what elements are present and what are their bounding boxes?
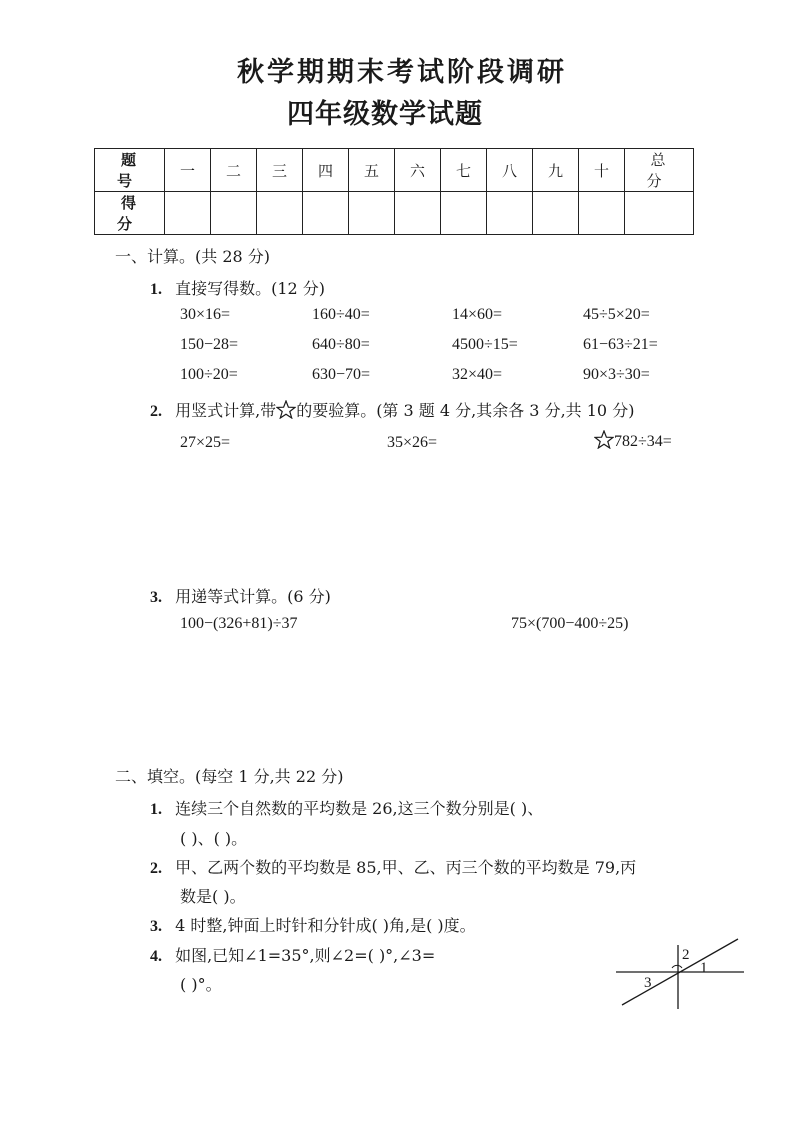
oral-calc-item: 30×16= [180,306,231,323]
column-9: 九 [533,149,579,192]
stepwise-calc-item: 75×(700−400÷25) [511,615,629,632]
score-cell[interactable] [487,192,533,235]
column-7: 七 [441,149,487,192]
question-text: 如图,已知∠1=35°,则∠2=( )°,∠3= [175,946,436,965]
vertical-calc-item: 35×26= [387,434,438,451]
section-2-heading: 二、填空。(每空 1 分,共 22 分) [115,767,344,786]
column-2: 二 [211,149,257,192]
s1-question-3 [150,584,331,607]
section-1-heading: 一、计算。(共 28 分) [115,247,271,266]
oral-calc-item: 150−28= [180,336,239,353]
oral-calc-item: 14×60= [452,306,503,323]
oral-calc-item: 90×3÷30= [583,366,650,383]
s2-question-2 [150,855,636,878]
stepwise-calc-item: 100−(326+81)÷37 [180,615,298,632]
angle-figure [612,935,752,1015]
column-4: 四 [303,149,349,192]
oral-calc-item: 61−63÷21= [583,336,658,353]
score-table-score-row [95,192,694,235]
column-3: 三 [257,149,303,192]
question-text-line2: ( )°。 [180,975,222,994]
exam-subtitle: 四年级数学试题 [287,99,483,130]
oral-calc-item: 4500÷15= [452,336,518,353]
question-number: 3. [150,589,162,606]
s2-question-3 [150,913,476,936]
question-text: 4 时整,钟面上时针和分针成( )角,是( )度。 [175,916,476,935]
question-number: 1. [150,801,162,818]
question-text: 用竖式计算,带 [175,401,277,420]
score-cell[interactable] [165,192,211,235]
s1-question-1 [150,276,325,299]
question-number: 1. [150,281,162,298]
column-1: 一 [165,149,211,192]
total-score-cell[interactable] [625,192,694,235]
column-10: 十 [579,149,625,192]
question-text-line2: 数是( )。 [180,887,246,906]
s1-question-2 [150,398,634,423]
column-5: 五 [349,149,395,192]
score-cell[interactable] [533,192,579,235]
score-cell[interactable] [257,192,303,235]
angle-label-3: 3 [644,975,652,991]
oral-calc-item: 160÷40= [312,306,370,323]
score-cell[interactable] [349,192,395,235]
score-label: 得 分 [95,192,165,235]
column-6: 六 [395,149,441,192]
question-number: 2. [150,860,162,877]
oral-calc-item: 630−70= [312,366,371,383]
angle-label-2: 2 [682,947,690,963]
angle-arc [672,965,682,968]
question-text-line2: ( )、( )。 [180,829,248,848]
column-8: 八 [487,149,533,192]
score-cell[interactable] [441,192,487,235]
question-text: 用递等式计算。(6 分) [175,587,331,606]
question-number: 4. [150,948,162,965]
exam-title: 秋学期期末考试阶段调研 [237,57,567,88]
question-text: 甲、乙两个数的平均数是 85,甲、乙、丙三个数的平均数是 79,丙 [175,858,637,877]
vertical-calc-text: 782÷34= [614,433,672,450]
question-number: 3. [150,918,162,935]
score-cell[interactable] [395,192,441,235]
vertical-calc-item-starred [594,430,672,454]
vertical-calc-item: 27×25= [180,434,231,451]
s2-question-4 [150,943,435,966]
oral-calc-item: 640÷80= [312,336,370,353]
star-icon [594,430,614,454]
score-cell[interactable] [303,192,349,235]
angle-label-1: 1 [700,960,708,976]
question-text-cont: 的要验算。(第 3 题 4 分,其余各 3 分,共 10 分) [296,401,635,420]
score-table [94,148,694,235]
oral-calc-item: 100÷20= [180,366,238,383]
oral-calc-item: 45÷5×20= [583,306,650,323]
question-number-label: 题 号 [95,149,165,192]
s2-question-1 [150,796,543,819]
score-table-header-row [95,149,694,192]
score-cell[interactable] [579,192,625,235]
oral-calc-item: 32×40= [452,366,503,383]
question-number: 2. [150,403,162,420]
question-text: 直接写得数。(12 分) [175,279,326,298]
star-icon [276,400,296,423]
question-text: 连续三个自然数的平均数是 26,这三个数分别是( )、 [175,799,544,818]
total-label: 总 分 [625,149,694,192]
score-cell[interactable] [211,192,257,235]
